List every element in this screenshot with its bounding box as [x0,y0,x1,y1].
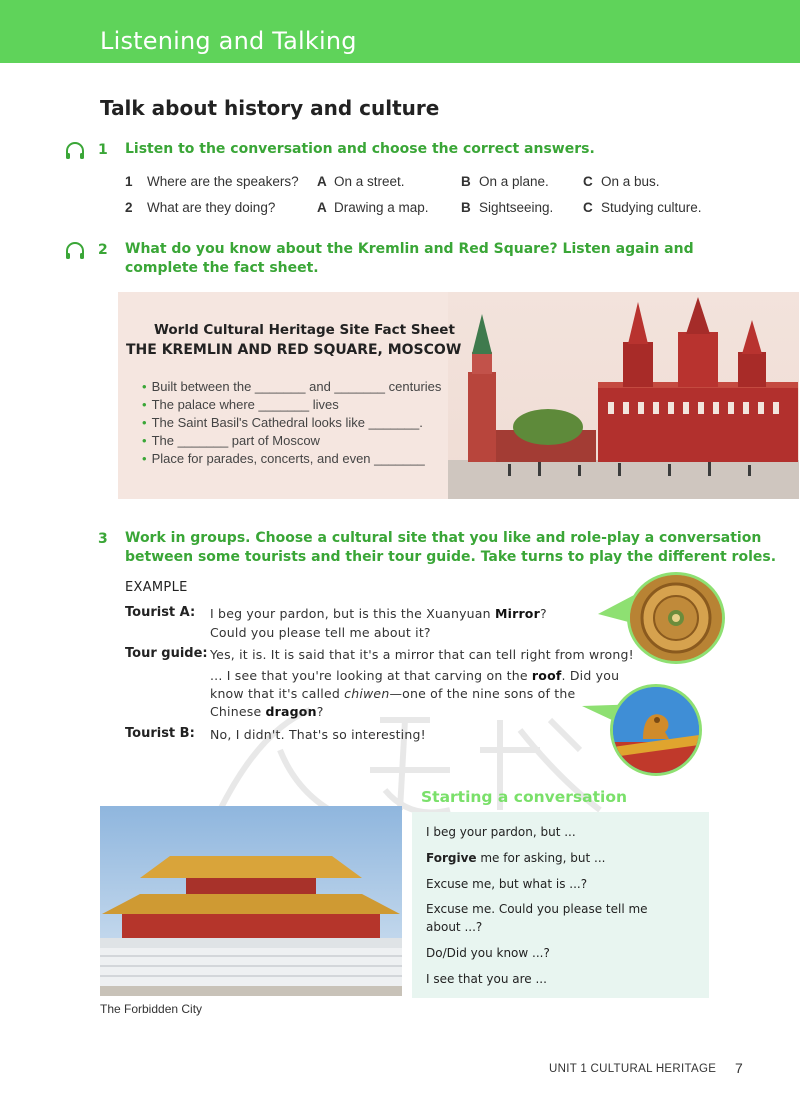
dialogue-line: ... I see that you're looking at that carving on the roof. Did you [210,668,620,683]
mirror-photo [627,572,725,664]
speaker-tourist-a: Tourist A: [125,605,196,620]
forbidden-city-photo [100,806,402,996]
photo-caption: The Forbidden City [100,1002,203,1016]
dialogue-line: know that it's called chiwen—one of the nine sons of the [210,686,576,701]
exercise-2-instruction-line2: complete the fact sheet. [125,260,319,276]
phrase-item: Do/Did you know ...? [426,946,550,960]
fact-item: • The _______ part of Moscow [142,432,441,450]
section-banner [0,0,800,63]
exercise-1-instruction: Listen to the conversation and choose the correct answers. [125,141,595,157]
fact-sheet-panel [118,292,799,499]
dialogue-line: Could you please tell me about it? [210,625,431,640]
fact-sheet-subtitle: THE KREMLIN AND RED SQUARE, MOSCOW [126,342,462,358]
page-title: Talk about history and culture [100,96,440,120]
page-number: 7 [735,1060,743,1076]
phrase-item: Excuse me, but what is ...? [426,877,588,891]
dialogue-line: Yes, it is. It is said that it's a mirror that can tell right from wrong! [210,647,634,662]
exercise-3-instruction-line2: between some tourists and their tour guide. Take turns to play the different roles. [125,549,777,565]
footer-unit-label: UNIT 1 CULTURAL HERITAGE [549,1063,717,1075]
headphones-icon[interactable] [64,141,86,161]
banner-title: Listening and Talking [100,27,357,55]
phrase-item: about ...? [426,920,483,934]
phrase-item: I see that you are ... [426,972,547,986]
phrase-item: Excuse me. Could you please tell me [426,902,648,916]
dialogue-line: Chinese dragon? [210,704,324,719]
phrases-title: Starting a conversation [421,788,628,806]
headphones-icon[interactable] [64,241,86,261]
fact-sheet-title: World Cultural Heritage Site Fact Sheet [154,322,455,338]
fact-item: • Built between the _______ and _______ centuries [142,378,441,396]
speaker-tourist-b: Tourist B: [125,726,195,741]
exercise-2-number: 2 [98,242,108,258]
fact-item: • The palace where _______ lives [142,396,441,414]
red-square-photo [448,292,799,499]
exercise-3-instruction-line1: Work in groups. Choose a cultural site that you like and role-play a conversation [125,530,762,546]
exercise-3-number: 3 [98,531,108,547]
phrase-item: I beg your pardon, but ... [426,825,576,839]
example-label: EXAMPLE [125,580,188,595]
dialogue-line: No, I didn't. That's so interesting! [210,727,426,742]
chiwen-roof-photo [610,684,702,776]
phrase-item: Forgive me for asking, but ... [426,851,606,865]
exercise-2-instruction-line1: What do you know about the Kremlin and Red Square? Listen again and [125,241,694,257]
fact-sheet-list [142,378,441,468]
speaker-tour-guide: Tour guide: [125,646,208,661]
fact-item: • The Saint Basil's Cathedral looks like _______. [142,414,441,432]
dialogue-line: I beg your pardon, but is this the Xuanyuan Mirror? [210,606,547,621]
fact-item: • Place for parades, concerts, and even _______ [142,450,441,468]
exercise-1-number: 1 [98,142,108,158]
